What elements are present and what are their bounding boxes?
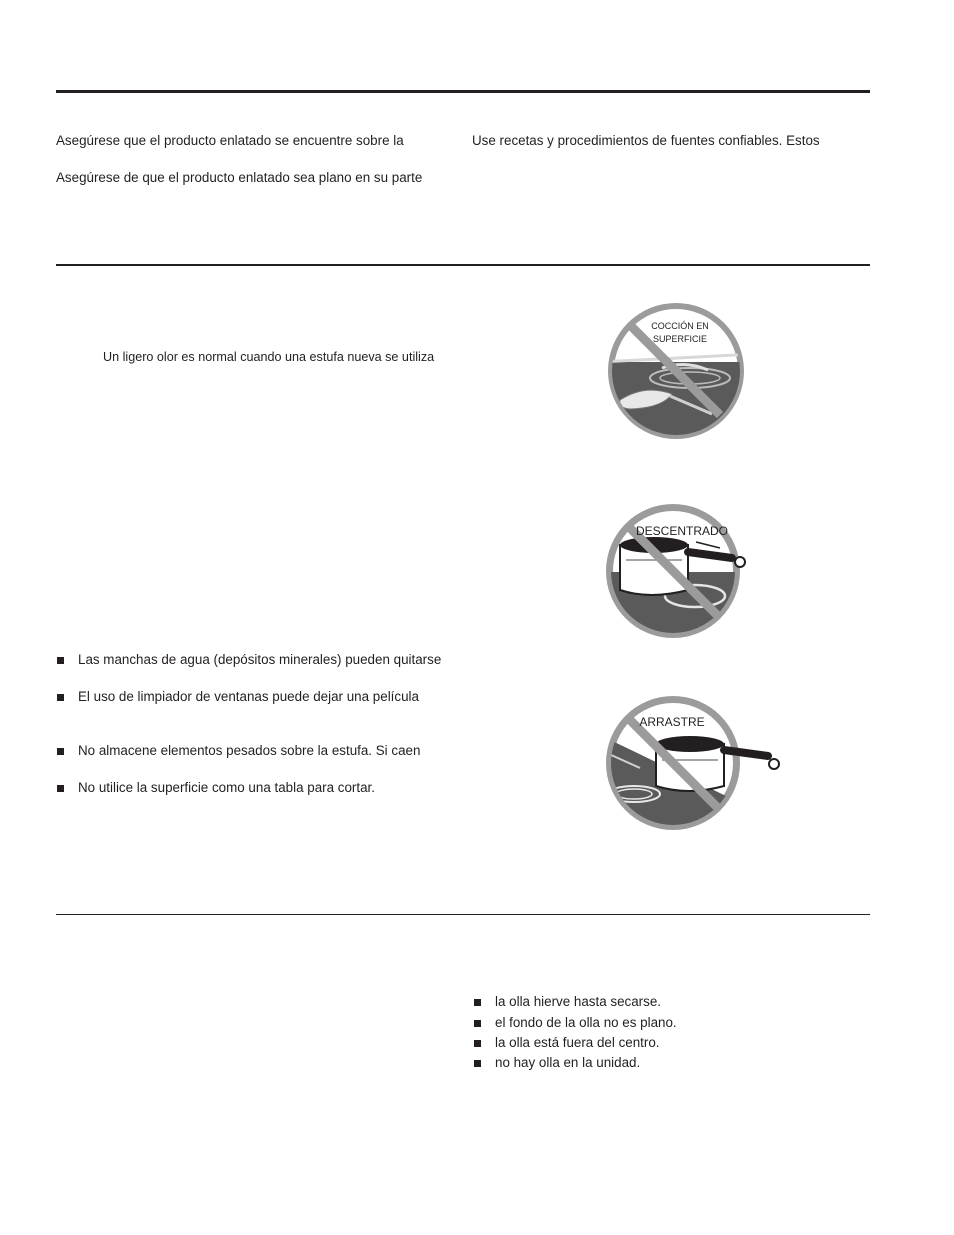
bullet-marker (57, 785, 64, 792)
bullet-marker (57, 748, 64, 755)
bullet-marker (57, 694, 64, 701)
list-item: el fondo de la olla no es plano. (495, 1015, 677, 1030)
list-item: No utilice la superficie como una tabla para cortar. (78, 780, 375, 795)
bullet-marker (474, 1040, 481, 1047)
bullet-marker (474, 1020, 481, 1027)
list-item: Las manchas de agua (depósitos minerales) pueden quitarse (78, 652, 442, 667)
no-off-center-pot-icon (600, 500, 755, 645)
no-surface-cooking-icon (600, 296, 755, 446)
recipe-note: Use recetas y procedimientos de fuentes confiables. Estos (472, 133, 820, 148)
list-item: no hay olla en la unidad. (495, 1055, 641, 1070)
list-item: la olla está fuera del centro. (495, 1035, 660, 1050)
bullet-marker (474, 1060, 481, 1067)
sign-label: DESCENTRADO (635, 524, 729, 538)
sign-label: SUPERFICIE (652, 334, 708, 344)
bullet-marker (474, 999, 481, 1006)
list-item: No almacene elementos pesados sobre la estufa. Si caen (78, 743, 421, 758)
section-divider-top (56, 90, 870, 93)
canning-note-1: Asegúrese que el producto enlatado se encuentre sobre la (56, 133, 404, 148)
sign-label: COCCIÓN EN (651, 321, 709, 331)
list-item: El uso de limpiador de ventanas puede dejar una película (78, 689, 419, 704)
list-item: la olla hierve hasta secarse. (495, 994, 661, 1009)
no-dragging-pot-icon (600, 690, 785, 835)
canning-note-2: Asegúrese de que el producto enlatado sea plano en su parte (56, 170, 423, 185)
odor-note: Un ligero olor es normal cuando una estufa nueva se utiliza (103, 350, 435, 364)
section-divider-bottom (56, 914, 870, 915)
bullet-marker (57, 657, 64, 664)
section-divider-middle (56, 264, 870, 266)
sign-label: ARRASTRE (639, 715, 705, 729)
